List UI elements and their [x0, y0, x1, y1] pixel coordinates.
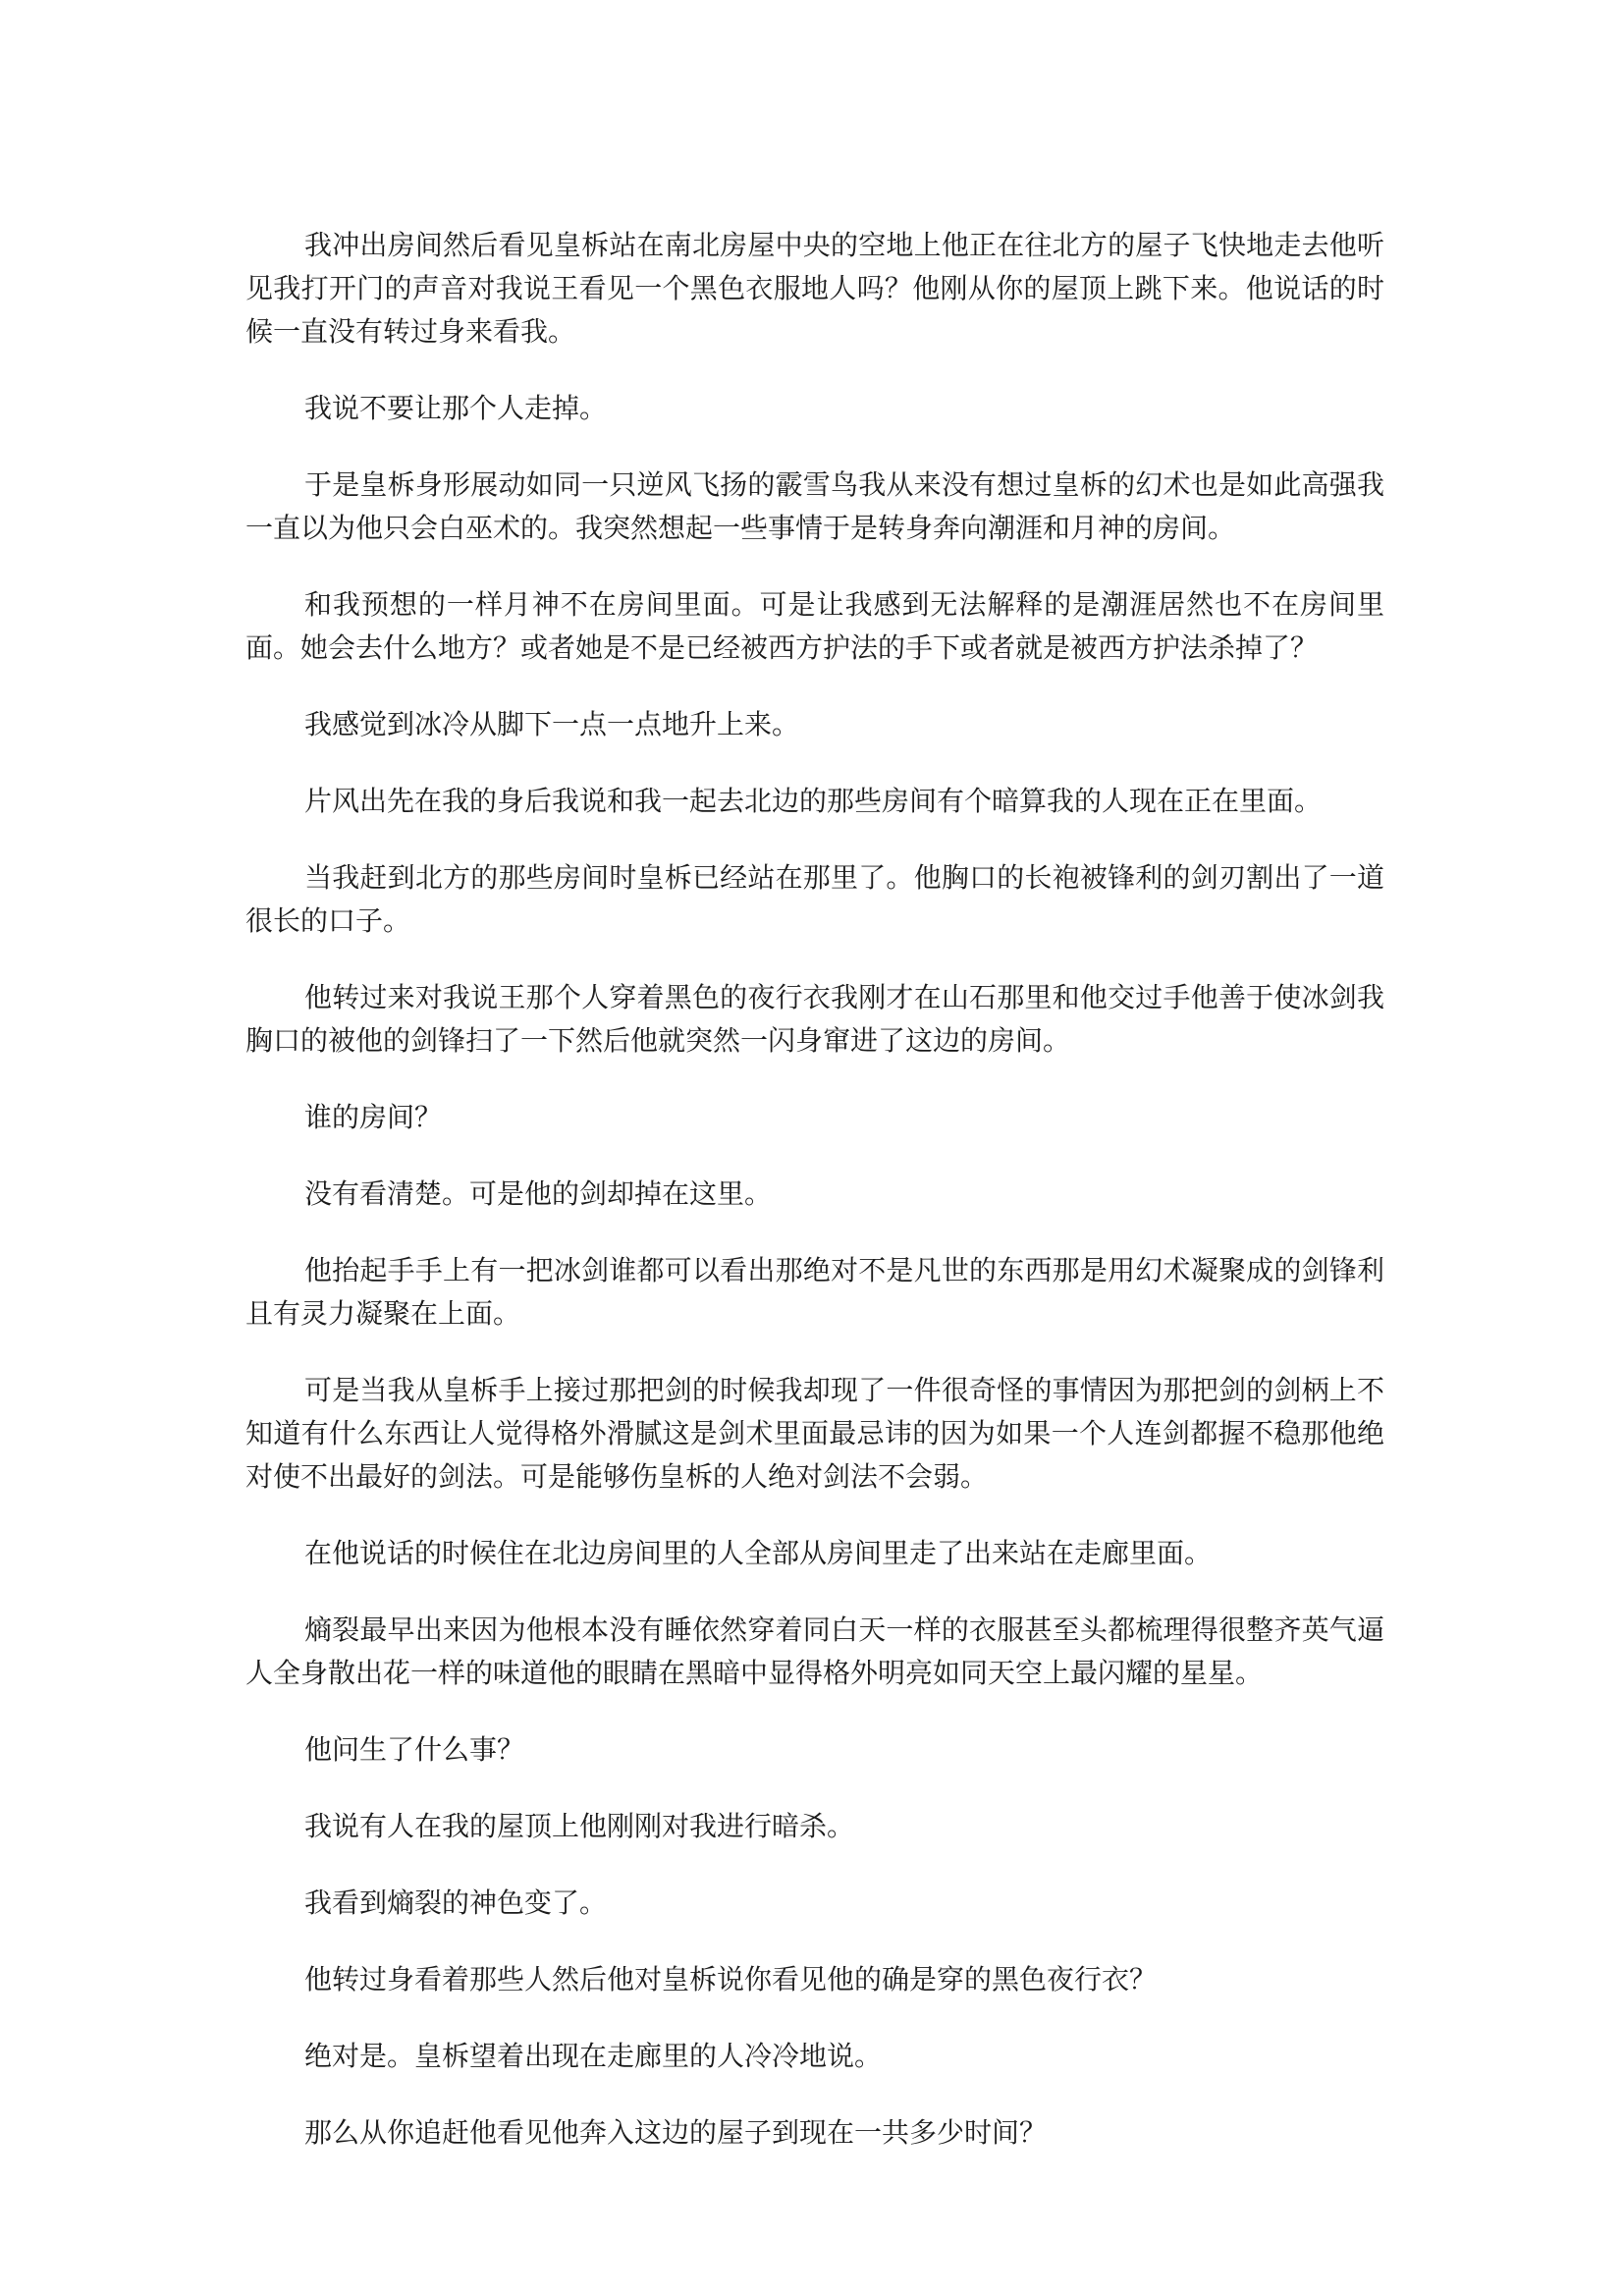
paragraph: 我说不要让那个人走掉。: [304, 392, 608, 424]
paragraph: 谁的房间？: [304, 1101, 443, 1133]
paragraph: 我冲出房间然后看见皇柝站在南北房屋中央的空地上他正在往北方的屋子飞快地走去他听见我打开门的声音对我说王看见一个黑色衣服地人吗？他刚从你的屋顶上跳下来。他说话的时候一直没有转过身来看我。: [245, 229, 1384, 348]
paragraph: 他问生了什么事？: [304, 1733, 525, 1766]
paragraph: 在他说话的时候住在北边房间里的人全部从房间里走了出来站在走廊里面。: [304, 1537, 1213, 1569]
paragraph: 没有看清楚。可是他的剑却掉在这里。: [304, 1177, 773, 1210]
paragraph: 可是当我从皇柝手上接过那把剑的时候我却现了一件很奇怪的事情因为那把剑的剑柄上不知道有什么东西让人觉得格外滑腻这是剑术里面最忌讳的因为如果一个人连剑都握不稳那他绝对使不出最好的剑法。可是能够伤皇柝的人绝对剑法不会弱。: [245, 1374, 1384, 1493]
paragraph: 我看到熵裂的神色变了。: [304, 1886, 608, 1919]
body-text: [245, 224, 1384, 2188]
paragraph: 我感觉到冰冷从脚下一点一点地升上来。: [304, 708, 800, 740]
paragraph: 于是皇柝身形展动如同一只逆风飞扬的霰雪鸟我从来没有想过皇柝的幻术也是如此高强我一直以为他只会白巫术的。我突然想起一些事情于是转身奔向潮涯和月神的房间。: [245, 468, 1384, 544]
paragraph: 我说有人在我的屋顶上他刚刚对我进行暗杀。: [304, 1810, 855, 1842]
paragraph: 和我预想的一样月神不在房间里面。可是让我感到无法解释的是潮涯居然也不在房间里面。她会去什么地方？或者她是不是已经被西方护法的手下或者就是被西方护法杀掉了？: [245, 588, 1384, 664]
paragraph: 片风出先在我的身后我说和我一起去北边的那些房间有个暗算我的人现在正在里面。: [304, 785, 1323, 817]
paragraph: 他转过身看着那些人然后他对皇柝说你看见他的确是穿的黑色夜行衣？: [304, 1963, 1158, 1995]
paragraph: 他抬起手手上有一把冰剑谁都可以看出那绝对不是凡世的东西那是用幻术凝聚成的剑锋利且有灵力凝聚在上面。: [245, 1254, 1384, 1330]
paragraph: 熵裂最早出来因为他根本没有睡依然穿着同白天一样的衣服甚至头都梳理得很整齐英气逼人全身散出花一样的味道他的眼睛在黑暗中显得格外明亮如同天空上最闪耀的星星。: [245, 1613, 1384, 1689]
paragraph: 当我赶到北方的那些房间时皇柝已经站在那里了。他胸口的长袍被锋利的剑刃割出了一道很长的口子。: [245, 861, 1384, 937]
paragraph: 他转过来对我说王那个人穿着黑色的夜行衣我刚才在山石那里和他交过手他善于使冰剑我胸口的被他的剑锋扫了一下然后他就突然一闪身窜进了这边的房间。: [245, 981, 1384, 1057]
paragraph: 绝对是。皇柝望着出现在走廊里的人冷冷地说。: [304, 2040, 883, 2072]
paragraph: 那么从你追赶他看见他奔入这边的屋子到现在一共多少时间？: [304, 2116, 1048, 2149]
